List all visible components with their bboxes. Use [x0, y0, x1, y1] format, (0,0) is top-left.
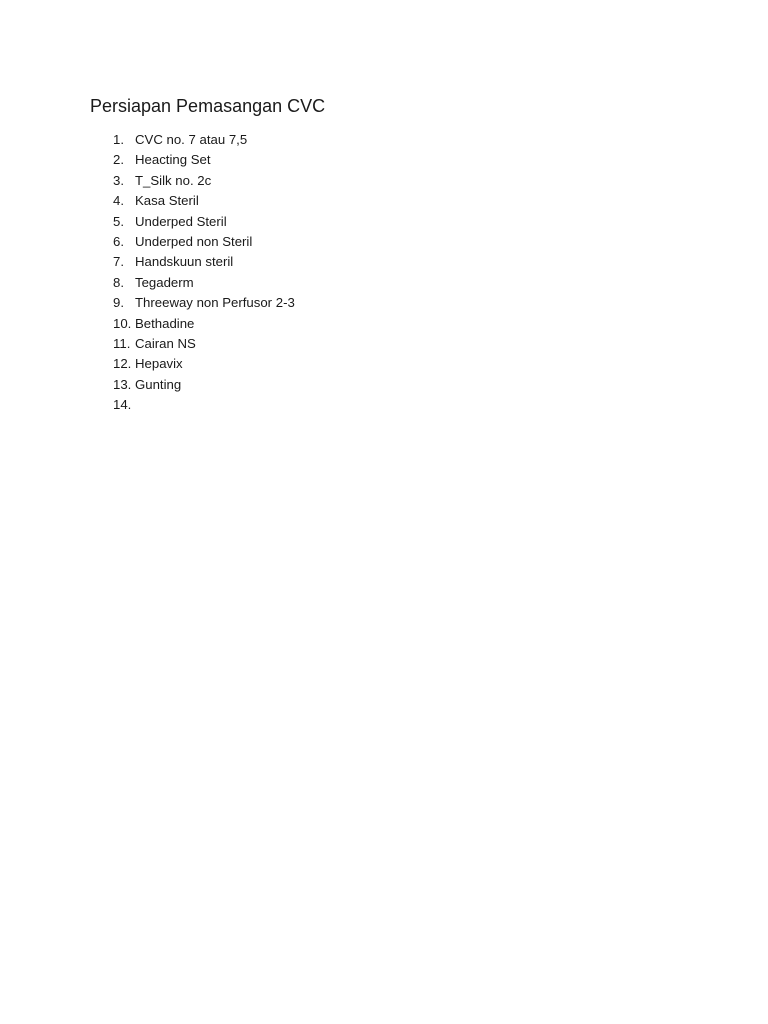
list-item-number: 5.	[113, 213, 124, 229]
list-item-number: 4.	[113, 193, 124, 209]
list-item-text: Heacting Set	[135, 152, 211, 168]
list-item-number: 12.	[113, 356, 132, 372]
list-item-number: 3.	[113, 172, 124, 188]
list-item-number: 10.	[113, 315, 132, 331]
list-item-text: T_Silk no. 2c	[135, 172, 212, 188]
list-item-number: 13.	[113, 376, 132, 392]
list-item-number: 11.	[113, 335, 131, 351]
list-item-text: Cairan NS	[135, 335, 196, 351]
list-item	[113, 191, 295, 211]
list-item-text: Underped non Steril	[135, 233, 253, 249]
document-title: Persiapan Pemasangan CVC	[90, 96, 326, 116]
list-item-text: Threeway non Perfusor 2-3	[135, 295, 295, 311]
list-item-number: 6.	[113, 233, 124, 249]
list-item-text: Kasa Steril	[135, 193, 199, 209]
list-item-text: Gunting	[135, 376, 182, 392]
list-item	[113, 171, 295, 191]
list-item	[113, 334, 295, 354]
list-item	[113, 314, 295, 334]
list-item-text: Hepavix	[135, 356, 183, 372]
list-item-text: CVC no. 7 atau 7,5	[135, 132, 248, 147]
list-item-number: 2.	[113, 152, 124, 168]
list-item	[113, 212, 295, 232]
list-item-number: 7.	[113, 254, 124, 270]
list-item	[113, 354, 295, 374]
list-item-number: 8.	[113, 274, 124, 290]
list-item	[113, 232, 295, 252]
list-item-text: Bethadine	[135, 315, 195, 331]
list-item	[113, 130, 295, 150]
list-item-number: 9.	[113, 295, 124, 311]
list-item-text: Tegaderm	[135, 274, 194, 290]
list-item	[113, 252, 295, 272]
list-item	[113, 375, 295, 395]
preparation-list	[113, 130, 295, 415]
list-item	[113, 273, 295, 293]
list-item-text: Handskuun steril	[135, 254, 234, 270]
list-item-number: 14.	[113, 397, 132, 413]
list-item	[113, 150, 295, 170]
list-item-text: Underped Steril	[135, 213, 227, 229]
list-item	[113, 395, 295, 415]
list-item-number: 1.	[113, 132, 124, 147]
list-item	[113, 293, 295, 313]
